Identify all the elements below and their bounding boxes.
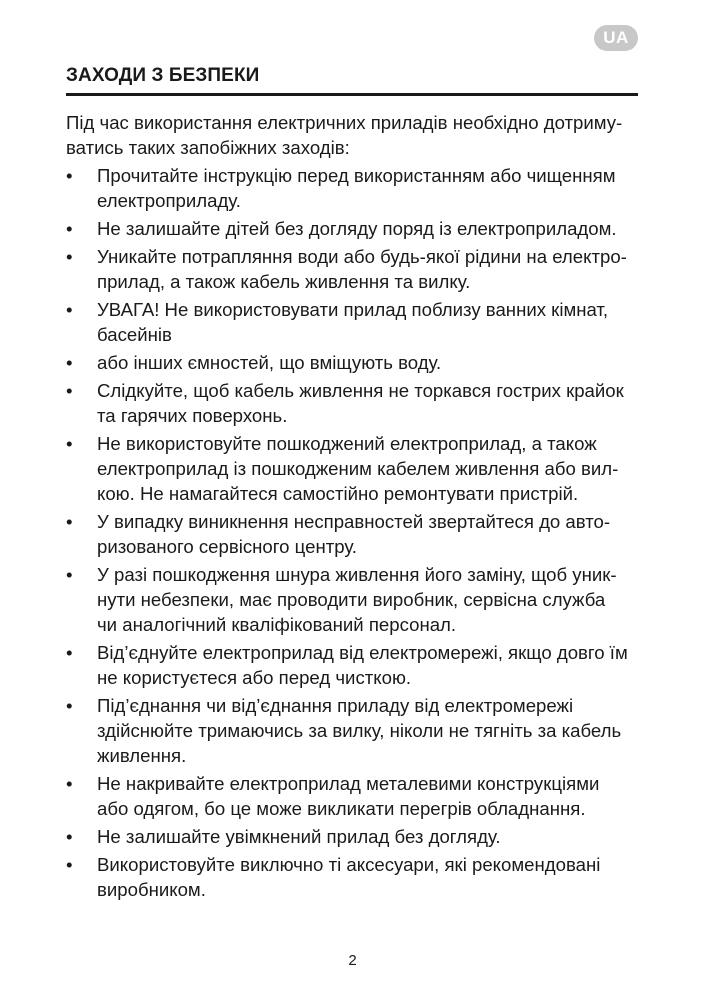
list-item-line: У випадку виникнення несправностей звертайтеся до авто- <box>97 511 611 532</box>
list-item-line: У разі пошкодження шнура живлення його заміну, щоб уник- <box>97 564 617 585</box>
bullet-icon: • <box>66 826 73 847</box>
bullet-icon: • <box>66 299 73 320</box>
title-divider <box>66 93 638 96</box>
list-item-line: Не накривайте електроприлад металевими конструкціями <box>97 773 600 794</box>
list-item <box>66 562 640 637</box>
bullet-icon: • <box>66 165 73 186</box>
list-item-line: електроприлад із пошкодженим кабелем живлення або вил- <box>97 458 619 479</box>
list-item-line: живлення. <box>97 745 187 766</box>
list-item-line: здійснюйте тримаючись за вилку, ніколи не тягніть за кабель <box>97 720 622 741</box>
list-item-line: УВАГА! Не використовувати прилад поблизу ванних кімнат, <box>97 299 609 320</box>
list-item-line: басейнів <box>97 324 172 345</box>
intro-line: ватись таких запобіжних заходів: <box>66 137 350 158</box>
bullet-icon: • <box>66 352 73 373</box>
list-item <box>66 378 640 428</box>
list-item-line: Використовуйте виключно ті аксесуари, які рекомендовані <box>97 854 601 875</box>
list-item-line: ризованого сервісного центру. <box>97 536 357 557</box>
list-item <box>66 216 640 241</box>
list-item-line: Не залишайте дітей без догляду поряд із електроприладом. <box>97 218 617 239</box>
list-item-line: кою. Не намагайтеся самостійно ремонтувати пристрій. <box>97 483 579 504</box>
list-item <box>66 431 640 506</box>
bullet-icon: • <box>66 246 73 267</box>
list-item-line: не користуєтеся або перед чисткою. <box>97 667 412 688</box>
bullet-icon: • <box>66 695 73 716</box>
list-item-line: Прочитайте інструкцію перед використанням або чищенням <box>97 165 616 186</box>
list-item <box>66 244 640 294</box>
list-item <box>66 640 640 690</box>
list-item-line: Уникайте потрапляння води або будь-якої рідини на електро- <box>97 246 627 267</box>
bullet-icon: • <box>66 218 73 239</box>
list-item <box>66 350 640 375</box>
list-item-line: Не залишайте увімкнений прилад без догляду. <box>97 826 501 847</box>
bullet-icon: • <box>66 380 73 401</box>
list-item <box>66 771 640 821</box>
bullet-icon: • <box>66 511 73 532</box>
list-item <box>66 509 640 559</box>
safety-list <box>66 163 640 902</box>
list-item-line: Від’єднуйте електроприлад від електромережі, якщо довго їм <box>97 642 628 663</box>
intro-paragraph <box>66 110 640 160</box>
list-item-line: Під’єднання чи від’єднання приладу від електромережі <box>97 695 574 716</box>
list-item-line: виробником. <box>97 879 206 900</box>
list-item-line: електроприладу. <box>97 190 241 211</box>
list-item-line: Слідкуйте, щоб кабель живлення не торкався гострих крайок <box>97 380 624 401</box>
bullet-icon: • <box>66 433 73 454</box>
page-number: 2 <box>348 952 357 969</box>
list-item-line: прилад, а також кабель живлення та вилку. <box>97 271 471 292</box>
list-item-line: або інших ємностей, що вміщують воду. <box>97 352 442 373</box>
language-badge: UA <box>594 25 638 51</box>
section-title: ЗАХОДИ З БЕЗПЕКИ <box>66 65 260 86</box>
list-item <box>66 852 640 902</box>
list-item <box>66 824 640 849</box>
bullet-icon: • <box>66 564 73 585</box>
list-item-line: та гарячих поверхонь. <box>97 405 288 426</box>
list-item-line: чи аналогічний кваліфікований персонал. <box>97 614 457 635</box>
list-item <box>66 693 640 768</box>
list-item <box>66 163 640 213</box>
safety-content <box>66 110 640 905</box>
bullet-icon: • <box>66 773 73 794</box>
bullet-icon: • <box>66 854 73 875</box>
list-item <box>66 297 640 347</box>
list-item-line: Не використовуйте пошкоджений електроприлад, а також <box>97 433 597 454</box>
bullet-icon: • <box>66 642 73 663</box>
list-item-line: нути небезпеки, має проводити виробник, сервісна служба <box>97 589 606 610</box>
intro-line: Під час використання електричних приладів необхідно дотриму- <box>66 112 623 133</box>
list-item-line: або одягом, бо це може викликати перегрів обладнання. <box>97 798 586 819</box>
